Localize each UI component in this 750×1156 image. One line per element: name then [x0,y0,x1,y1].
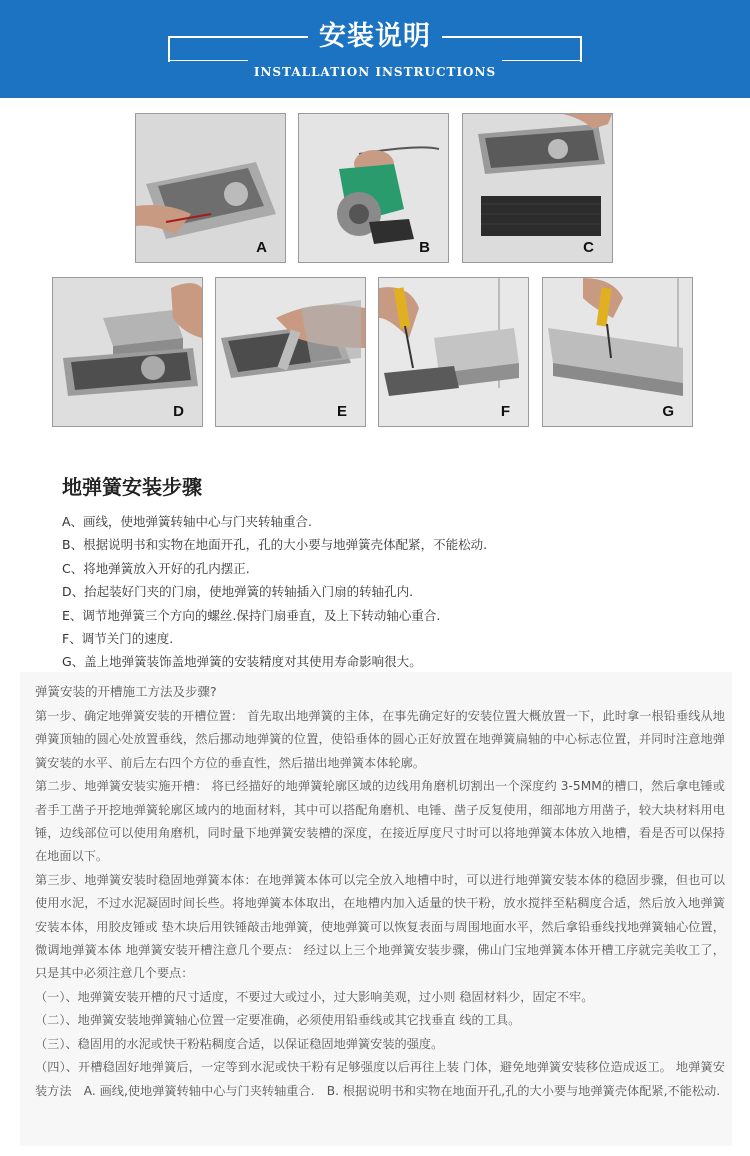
details-paragraph: 第三步、地弹簧安装时稳固地弹簧本体：在地弹簧本体可以完全放入地槽中时，可以进行地弹簧安装本体的稳固步骤，但也可以使用水泥，不过水泥凝固时间长些。将地弹簧本体取出，在地槽内加入适量的快干粉，放水搅拌至粘稠度合适，然后放入地弹簧安装本体，用胶皮锤或 垫木块后用铁锤敲击地弹簧，使地弹簧可以恢复表面与周围地面水平，然后拿铅垂线找地弹簧轴心位置，微调地弹簧本体 地弹簧安装开槽注意几个要点： 经过以上三个地弹簧安装步骤，佛山门宝地弹簧本体开槽工序就完美收工了，只是其中必须注意几个要点： [35,872,725,981]
step-item: A、画线，使地弹簧转轴中心与门夹转轴重合. [62,514,313,529]
details-paragraph: （二）、地弹簧安装地弹簧轴心位置一定要准确，必须使用铅垂线或其它找垂直 线的工具。 [35,1013,521,1028]
photo-label: A [256,239,267,256]
step-item: B、根据说明书和实物在地面开孔，孔的大小要与地弹簧壳体配紧，不能松动. [62,537,488,553]
step-item: G、盖上地弹簧装饰盖地弹簧的安装精度对其使用寿命影响很大。 [62,654,422,670]
step-item: C、将地弹簧放入开好的孔内摆正. [62,560,250,576]
details-paragraph: 第一步、确定地弹簧安装的开槽位置： 首先取出地弹簧的主体，在事先确定好的安装位置大概放置一下，此时拿一根铅垂线从地弹簧顶轴的圆心处放置垂线，然后挪动地弹簧的位置，使铅垂体的圆心正好放置在地弹簧扁轴的中心标志位置，并同时注意地弹簧安装的水平、前后左右四个方位的垂直性，然后描出地弹簧本体轮廓。 [35,709,725,770]
banner-title: 安装说明 [319,21,431,52]
section-title: 地弹簧安装步骤 [62,475,202,499]
photo-label: G [662,403,674,420]
banner-line-bottom-right [502,60,582,61]
step-item: E、调节地弹簧三个方向的螺丝.保持门扇垂直，及上下转动轴心重合. [62,607,441,623]
banner-line-bottom-left [168,60,248,61]
photo-label: B [419,239,430,256]
photo-b [298,113,449,263]
banner-subtitle: INSTALLATION INSTRUCTIONS [253,65,497,79]
step-item: D、抬起装好门夹的门扇，使地弹簧的转轴插入门扇的转轴孔内. [62,584,414,600]
photo-label: D [173,403,184,420]
photo-a [135,113,286,263]
details-paragraph: （四）、开槽稳固好地弹簧后，一定等到水泥或快干粉有足够强度以后再往上装 门体，避免地弹簧安装移位造成返工。 地弹簧安装方法 A. 画线,使地弹簧转轴中心与门夹转轴重合. B. 根据说明书和实物在地面开孔,孔的大小要与地弹簧壳体配紧,不能松动. [35,1060,725,1098]
photo-e [215,277,366,427]
header-banner [0,0,750,98]
photo-d [52,277,203,427]
details-body [35,705,725,1103]
details-paragraph: （一）、地弹簧安装开槽的尺寸适度，不要过大或过小，过大影响美观，过小则 稳固材料少，固定不牢。 [35,989,594,1004]
photo-label: C [583,239,594,256]
details-paragraph: （三）、稳固用的水泥或快干粉粘稠度合适，以保证稳固地弹簧安装的强度。 [35,1036,444,1051]
photo-c [462,113,613,263]
step-item: F、调节关门的速度. [62,631,174,647]
details-panel [20,672,732,1146]
photo-label: F [500,403,510,420]
photo-label: E [336,403,347,420]
photo-g [542,277,693,427]
photo-f [378,277,529,427]
details-paragraph: 第二步、地弹簧安装实施开槽： 将已经描好的地弹簧轮廓区域的边线用角磨机切割出一个深度约 3-5MM的槽口，然后拿电锤或者手工凿子开挖地弹簧轮廓区域内的地面材料，其中可以搭配角磨机、电锤、凿子反复使用，细部地方用凿子，较大块材料用电锤，边线部位可以使用角磨机，同时量下地弹簧安装槽的深度，在接近厚度尺寸时可以将地弹簧本体放入地槽，看是否可以保持在地面以下。 [35,779,725,864]
details-question: 弹簧安装的开槽施工方法及步骤? [35,684,217,699]
steps-list [62,510,487,674]
